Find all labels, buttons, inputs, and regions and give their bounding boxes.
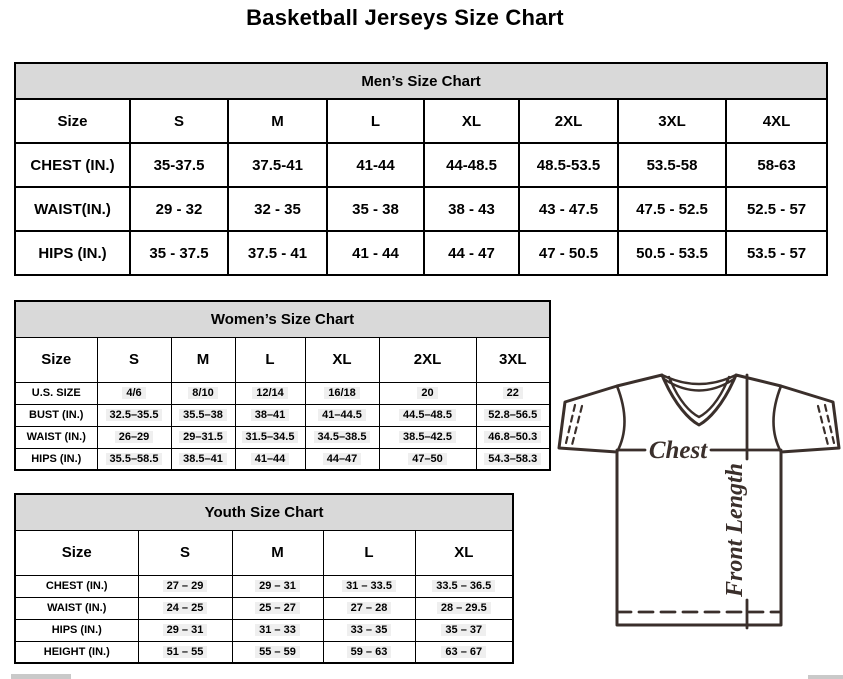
col-header: L — [235, 337, 305, 382]
col-header: 4XL — [726, 99, 827, 143]
cell — [476, 382, 550, 404]
cell-value: 52.8–56.5 — [484, 409, 541, 421]
cell — [171, 382, 235, 404]
col-header: Size — [15, 99, 130, 143]
cell — [235, 426, 305, 448]
cell-value: 25 – 27 — [255, 602, 300, 614]
cell-value: 12/14 — [252, 387, 288, 399]
cell-value: 50.5 - 53.5 — [618, 231, 726, 275]
cell — [232, 619, 323, 641]
cell-value: 47–50 — [408, 453, 447, 465]
cell-value: 47.5 - 52.5 — [618, 187, 726, 231]
row-label: BUST (IN.) — [15, 404, 97, 426]
cell-value: 38.5–42.5 — [399, 431, 456, 443]
cell-value: 41-44 — [327, 143, 424, 187]
cell — [476, 448, 550, 470]
cell — [305, 382, 379, 404]
cell-value: 47 - 50.5 — [519, 231, 618, 275]
table-row — [15, 143, 827, 187]
womens-size-table — [14, 300, 551, 471]
front-length-label: Front Length — [722, 462, 748, 598]
cell — [476, 404, 550, 426]
cell-value: 29 – 31 — [163, 624, 208, 636]
cell — [379, 448, 476, 470]
cell-value: 29 – 31 — [255, 580, 300, 592]
cell — [232, 575, 323, 597]
cell-value: 46.8–50.3 — [484, 431, 541, 443]
table-row — [15, 337, 550, 382]
col-header: Size — [15, 530, 138, 575]
table-row — [15, 99, 827, 143]
cell-value: 33.5 – 36.5 — [432, 580, 495, 592]
cell-value: 54.3–58.3 — [484, 453, 541, 465]
row-label: U.S. SIZE — [15, 382, 97, 404]
col-header: 2XL — [379, 337, 476, 382]
cell-value: 29–31.5 — [179, 431, 227, 443]
jersey-outline — [559, 375, 839, 625]
cell-value: 37.5-41 — [228, 143, 327, 187]
cell — [305, 448, 379, 470]
cell-value: 48.5-53.5 — [519, 143, 618, 187]
cell-value: 35 - 38 — [327, 187, 424, 231]
mens-table-title: Men’s Size Chart — [15, 63, 827, 99]
cell-value: 38 - 43 — [424, 187, 519, 231]
col-header: Size — [15, 337, 97, 382]
cell — [323, 575, 415, 597]
cell-value: 35.5–38 — [179, 409, 227, 421]
table-row — [15, 597, 513, 619]
cell — [97, 382, 171, 404]
cell-value: 41–44 — [251, 453, 290, 465]
cell — [235, 448, 305, 470]
row-label: HIPS (IN.) — [15, 448, 97, 470]
cell — [97, 426, 171, 448]
cell-value: 32.5–35.5 — [106, 409, 163, 421]
cell — [323, 619, 415, 641]
cell-value: 31 – 33.5 — [342, 580, 396, 592]
cell-value: 4/6 — [122, 387, 145, 399]
cell-value: 53.5 - 57 — [726, 231, 827, 275]
mens-size-table — [14, 62, 828, 276]
cell-value: 24 – 25 — [163, 602, 208, 614]
cell-value: 8/10 — [188, 387, 217, 399]
cell — [171, 448, 235, 470]
row-label: HEIGHT (IN.) — [15, 641, 138, 663]
chest-label: Chest — [648, 437, 708, 464]
cell — [323, 597, 415, 619]
col-header: 3XL — [476, 337, 550, 382]
cell — [235, 404, 305, 426]
cell — [97, 404, 171, 426]
cell — [138, 641, 232, 663]
page-title: Basketball Jerseys Size Chart — [246, 5, 564, 30]
cell — [171, 426, 235, 448]
cell-value: 26–29 — [115, 431, 154, 443]
cell — [138, 597, 232, 619]
womens-table-title: Women’s Size Chart — [15, 301, 550, 337]
cell — [305, 404, 379, 426]
cell — [138, 575, 232, 597]
cell-value: 44–47 — [323, 453, 362, 465]
table-row — [15, 231, 827, 275]
cell-value: 63 – 67 — [441, 646, 486, 658]
cell-value: 53.5-58 — [618, 143, 726, 187]
cell-value: 28 – 29.5 — [437, 602, 491, 614]
table-row — [15, 382, 550, 404]
table-row — [15, 530, 513, 575]
table-row — [15, 301, 550, 337]
cell-value: 22 — [503, 387, 523, 399]
row-label: WAIST(IN.) — [15, 187, 130, 231]
cell-value: 43 - 47.5 — [519, 187, 618, 231]
cell — [476, 426, 550, 448]
col-header: 3XL — [618, 99, 726, 143]
table-row — [15, 448, 550, 470]
jersey-diagram — [557, 362, 843, 662]
col-header: XL — [415, 530, 513, 575]
col-header: XL — [305, 337, 379, 382]
youth-size-table — [14, 493, 514, 664]
table-row — [15, 63, 827, 99]
cell-value: 33 – 35 — [347, 624, 392, 636]
table-row — [15, 187, 827, 231]
col-header: 2XL — [519, 99, 618, 143]
cell — [235, 382, 305, 404]
cell-value: 44-48.5 — [424, 143, 519, 187]
cell-value: 35.5–58.5 — [106, 453, 163, 465]
cell — [379, 426, 476, 448]
cell — [415, 641, 513, 663]
col-header: M — [232, 530, 323, 575]
col-header: S — [130, 99, 228, 143]
cell-value: 31 – 33 — [255, 624, 300, 636]
row-label: CHEST (IN.) — [15, 575, 138, 597]
table-row — [15, 404, 550, 426]
table-row — [15, 426, 550, 448]
row-label: WAIST (IN.) — [15, 426, 97, 448]
col-header: XL — [424, 99, 519, 143]
cell-value: 59 – 63 — [347, 646, 392, 658]
cell-value: 44.5–48.5 — [399, 409, 456, 421]
row-label: HIPS (IN.) — [15, 619, 138, 641]
cell-value: 35 – 37 — [441, 624, 486, 636]
cell — [379, 404, 476, 426]
cell — [305, 426, 379, 448]
cell-value: 38–41 — [251, 409, 290, 421]
cell-value: 41 - 44 — [327, 231, 424, 275]
cell-value: 37.5 - 41 — [228, 231, 327, 275]
cell-value: 44 - 47 — [424, 231, 519, 275]
row-label: WAIST (IN.) — [15, 597, 138, 619]
cell-value: 55 – 59 — [255, 646, 300, 658]
col-header: S — [138, 530, 232, 575]
cell-value: 29 - 32 — [130, 187, 228, 231]
cell-value: 20 — [417, 387, 437, 399]
cell-value: 41–44.5 — [318, 409, 366, 421]
cell-value: 35-37.5 — [130, 143, 228, 187]
cell-value: 58-63 — [726, 143, 827, 187]
table-row — [15, 619, 513, 641]
cell-value: 27 – 29 — [163, 580, 208, 592]
col-header: S — [97, 337, 171, 382]
row-label: HIPS (IN.) — [15, 231, 130, 275]
cell — [415, 619, 513, 641]
youth-table-title: Youth Size Chart — [15, 494, 513, 530]
row-label: CHEST (IN.) — [15, 143, 130, 187]
cell-value: 31.5–34.5 — [242, 431, 299, 443]
table-row — [15, 494, 513, 530]
cell-value: 35 - 37.5 — [130, 231, 228, 275]
cell — [323, 641, 415, 663]
cell-value: 27 – 28 — [347, 602, 392, 614]
col-header: M — [228, 99, 327, 143]
cell-value: 38.5–41 — [179, 453, 227, 465]
cell — [379, 382, 476, 404]
cell-value: 32 - 35 — [228, 187, 327, 231]
col-header: L — [323, 530, 415, 575]
cell-value: 16/18 — [324, 387, 360, 399]
cell — [138, 619, 232, 641]
horizontal-scrollbar-thumb[interactable] — [11, 674, 71, 679]
cell-value: 34.5–38.5 — [314, 431, 371, 443]
cell — [171, 404, 235, 426]
cell — [232, 597, 323, 619]
cell-value: 52.5 - 57 — [726, 187, 827, 231]
cell — [232, 641, 323, 663]
table-row — [15, 575, 513, 597]
horizontal-scrollbar-fragment[interactable] — [808, 675, 843, 679]
col-header: M — [171, 337, 235, 382]
cell-value: 51 – 55 — [163, 646, 208, 658]
cell — [415, 597, 513, 619]
cell — [415, 575, 513, 597]
col-header: L — [327, 99, 424, 143]
cell — [97, 448, 171, 470]
table-row — [15, 641, 513, 663]
